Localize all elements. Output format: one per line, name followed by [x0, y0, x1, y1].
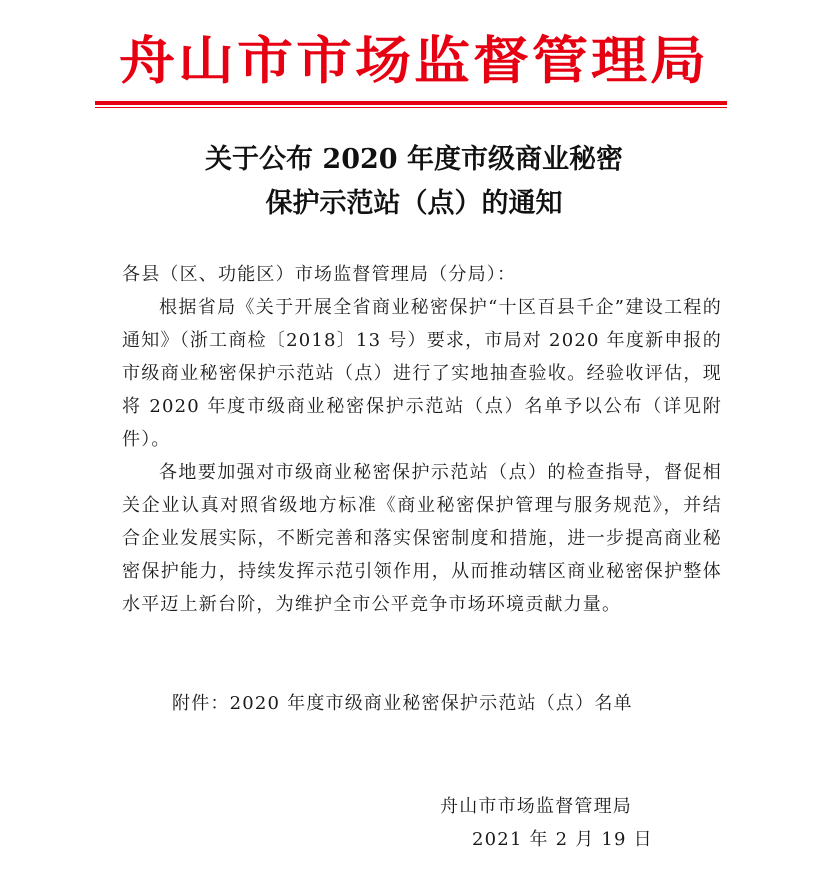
- salutation: 各县（区、功能区）市场监督管理局（分局）：: [122, 264, 517, 285]
- document-title-line-1: 关于公布 2020 年度市级商业秘密: [205, 144, 623, 175]
- attachment-line: 附件：2020 年度市级商业秘密保护示范站（点）名单: [172, 693, 633, 714]
- masthead-title: 舟山市市场监督管理局: [119, 31, 709, 92]
- issue-date: 2021 年 2 月 19 日: [472, 829, 653, 850]
- masthead-red-rule-thin: [95, 107, 727, 108]
- document-title-line-2: 保护示范站（点）的通知: [265, 188, 563, 219]
- masthead-red-rule: [95, 101, 727, 105]
- body-paragraph-1: 根据省局《关于开展全省商业秘密保护“十区百县千企”建设工程的通知》（浙工商检〔2018〕13 号）要求，市局对 2020 年度新申报的市级商业秘密保护示范站（点）进行了实地抽查验收。经验收评估，现将 2020 年度市级商业秘密保护示范站（点）名单予以公布（详见附件）。: [122, 297, 722, 450]
- body-paragraph-2: 各地要加强对市级商业秘密保护示范站（点）的检查指导，督促相关企业认真对照省级地方标准《商业秘密保护管理与服务规范》，并结合企业发展实际，不断完善和落实保密制度和措施，进一步提高商业秘密保护能力，持续发挥示范引领作用，从而推动辖区商业秘密保护整体水平迈上新台阶，为维护全市公平竞争市场环境贡献力量。: [122, 462, 722, 615]
- issuer-signature: 舟山市市场监督管理局: [440, 796, 632, 817]
- document-title: [0, 138, 828, 226]
- document-body: [122, 258, 722, 621]
